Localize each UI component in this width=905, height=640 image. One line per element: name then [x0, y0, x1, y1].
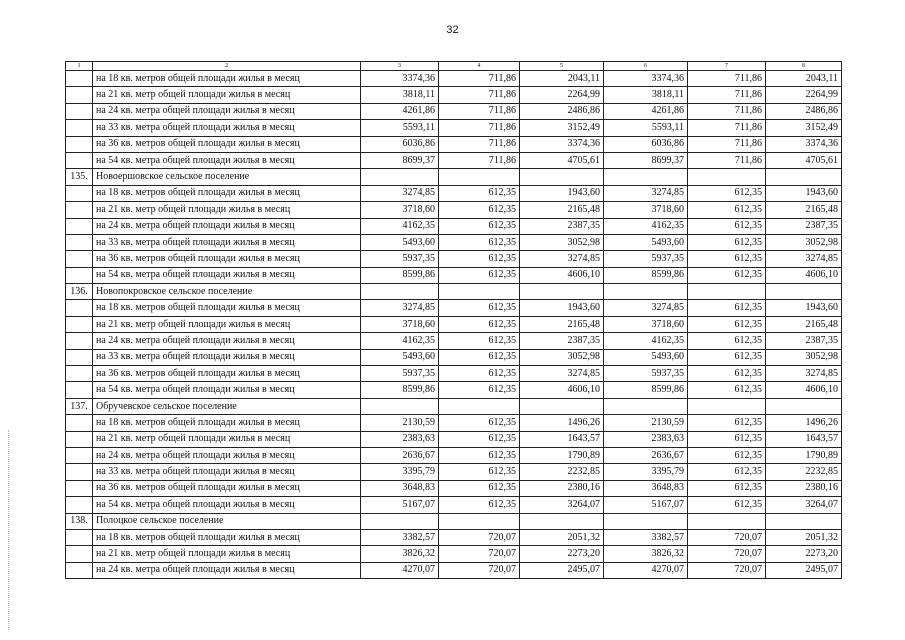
value-cell: 612,35: [439, 333, 520, 349]
value-cell: [361, 398, 439, 414]
norm-description: на 18 кв. метров общей площади жилья в месяц: [93, 529, 361, 545]
table-row: [66, 202, 842, 218]
value-cell: 612,35: [688, 480, 766, 496]
table-row: [66, 366, 842, 382]
value-cell: [688, 169, 766, 185]
value-cell: 612,35: [439, 366, 520, 382]
row-number: 138.: [66, 513, 93, 529]
value-cell: 612,35: [439, 185, 520, 201]
value-cell: [520, 398, 604, 414]
value-cell: 612,35: [439, 234, 520, 250]
value-cell: 4606,10: [520, 382, 604, 398]
table-row: [66, 251, 842, 267]
value-cell: [361, 169, 439, 185]
value-cell: 3382,57: [604, 529, 688, 545]
value-cell: [361, 284, 439, 300]
value-cell: 711,86: [688, 152, 766, 168]
value-cell: 612,35: [439, 382, 520, 398]
value-cell: 612,35: [688, 464, 766, 480]
row-number: [66, 87, 93, 103]
value-cell: 1943,60: [520, 300, 604, 316]
value-cell: 711,86: [688, 120, 766, 136]
value-cell: 4606,10: [766, 267, 842, 283]
value-cell: [520, 284, 604, 300]
table-row: [66, 300, 842, 316]
value-cell: 612,35: [439, 431, 520, 447]
norm-description: на 24 кв. метра общей площади жилья в месяц: [93, 447, 361, 463]
row-number: [66, 136, 93, 152]
value-cell: 612,35: [688, 267, 766, 283]
value-cell: 3274,85: [766, 251, 842, 267]
row-number: [66, 529, 93, 545]
value-cell: 2130,59: [604, 415, 688, 431]
value-cell: 5167,07: [361, 497, 439, 513]
value-cell: 5493,60: [604, 349, 688, 365]
value-cell: 711,86: [439, 136, 520, 152]
value-cell: 3274,85: [361, 300, 439, 316]
table-row: [66, 431, 842, 447]
row-number: [66, 415, 93, 431]
norm-description: на 36 кв. метров общей площади жилья в месяц: [93, 136, 361, 152]
norm-description: на 33 кв. метра общей площади жилья в месяц: [93, 349, 361, 365]
value-cell: 612,35: [439, 251, 520, 267]
value-cell: 2165,48: [766, 202, 842, 218]
value-cell: 2165,48: [766, 316, 842, 332]
value-cell: 3052,98: [766, 349, 842, 365]
value-cell: 3395,79: [361, 464, 439, 480]
value-cell: 612,35: [439, 202, 520, 218]
row-number: [66, 562, 93, 578]
value-cell: 3374,36: [766, 136, 842, 152]
value-cell: 2636,67: [604, 447, 688, 463]
value-cell: 612,35: [688, 316, 766, 332]
table-row: [66, 333, 842, 349]
value-cell: 612,35: [688, 497, 766, 513]
value-cell: [688, 284, 766, 300]
table-row: [66, 87, 842, 103]
value-cell: 612,35: [439, 415, 520, 431]
value-cell: 3052,98: [766, 234, 842, 250]
value-cell: 612,35: [439, 316, 520, 332]
value-cell: 8699,37: [604, 152, 688, 168]
value-cell: 1643,57: [766, 431, 842, 447]
value-cell: 4162,35: [604, 218, 688, 234]
column-header: 1: [66, 62, 93, 71]
value-cell: 2495,07: [766, 562, 842, 578]
value-cell: 2130,59: [361, 415, 439, 431]
value-cell: 711,86: [439, 103, 520, 119]
value-cell: 4261,86: [604, 103, 688, 119]
value-cell: 3718,60: [361, 202, 439, 218]
row-number: [66, 71, 93, 87]
value-cell: 8699,37: [361, 152, 439, 168]
value-cell: 5167,07: [604, 497, 688, 513]
settlement-name: Полоцкое сельское поселение: [93, 513, 361, 529]
column-header: 4: [439, 62, 520, 71]
row-number: 135.: [66, 169, 93, 185]
value-cell: 2387,35: [520, 218, 604, 234]
norm-description: на 24 кв. метра общей площади жилья в месяц: [93, 218, 361, 234]
table-row: [66, 529, 842, 545]
table-row: [66, 447, 842, 463]
value-cell: 4705,61: [520, 152, 604, 168]
norm-description: на 36 кв. метров общей площади жилья в месяц: [93, 251, 361, 267]
value-cell: 3718,60: [361, 316, 439, 332]
value-cell: 4261,86: [361, 103, 439, 119]
row-number: [66, 480, 93, 496]
table-row: [66, 382, 842, 398]
row-number: [66, 464, 93, 480]
value-cell: 612,35: [688, 349, 766, 365]
value-cell: 720,07: [688, 562, 766, 578]
value-cell: 612,35: [688, 251, 766, 267]
value-cell: [604, 284, 688, 300]
settlement-name: Новоершовское сельское поселение: [93, 169, 361, 185]
value-cell: 5937,35: [361, 251, 439, 267]
value-cell: 2165,48: [520, 202, 604, 218]
column-header: 8: [766, 62, 842, 71]
value-cell: 2380,16: [766, 480, 842, 496]
norm-description: на 54 кв. метра общей площади жилья в месяц: [93, 267, 361, 283]
table-row: [66, 316, 842, 332]
value-cell: [604, 513, 688, 529]
value-cell: 3274,85: [604, 300, 688, 316]
value-cell: [361, 513, 439, 529]
value-cell: 3264,07: [766, 497, 842, 513]
row-number: [66, 333, 93, 349]
value-cell: 3648,83: [604, 480, 688, 496]
value-cell: 3826,32: [604, 546, 688, 562]
value-cell: [520, 169, 604, 185]
value-cell: 711,86: [688, 136, 766, 152]
row-number: [66, 103, 93, 119]
value-cell: 1496,26: [766, 415, 842, 431]
value-cell: 3826,32: [361, 546, 439, 562]
value-cell: 612,35: [439, 480, 520, 496]
value-cell: [439, 513, 520, 529]
row-number: 136.: [66, 284, 93, 300]
value-cell: 3152,49: [766, 120, 842, 136]
value-cell: 612,35: [688, 202, 766, 218]
value-cell: 5593,11: [604, 120, 688, 136]
value-cell: 4270,07: [604, 562, 688, 578]
table-row: [66, 415, 842, 431]
value-cell: 612,35: [439, 497, 520, 513]
value-cell: 3274,85: [604, 185, 688, 201]
value-cell: [766, 169, 842, 185]
table-row: [66, 136, 842, 152]
group-row: [66, 284, 842, 300]
value-cell: 1943,60: [520, 185, 604, 201]
value-cell: 711,86: [688, 103, 766, 119]
row-number: [66, 366, 93, 382]
table-row: [66, 562, 842, 578]
value-cell: 1943,60: [766, 185, 842, 201]
value-cell: 3374,36: [361, 71, 439, 87]
row-number: [66, 447, 93, 463]
row-number: [66, 431, 93, 447]
value-cell: 5493,60: [361, 349, 439, 365]
value-cell: 612,35: [439, 218, 520, 234]
value-cell: 2051,32: [766, 529, 842, 545]
value-cell: 2232,85: [766, 464, 842, 480]
column-header: 2: [93, 62, 361, 71]
value-cell: 4705,61: [766, 152, 842, 168]
norm-description: на 21 кв. метр общей площади жилья в месяц: [93, 316, 361, 332]
value-cell: 3274,85: [520, 251, 604, 267]
row-number: [66, 316, 93, 332]
value-cell: 720,07: [439, 562, 520, 578]
table-row: [66, 480, 842, 496]
value-cell: 711,86: [688, 87, 766, 103]
settlement-name: Обручевское сельское поселение: [93, 398, 361, 414]
row-number: [66, 120, 93, 136]
value-cell: 3274,85: [361, 185, 439, 201]
value-cell: 2165,48: [520, 316, 604, 332]
value-cell: 711,86: [439, 87, 520, 103]
norm-description: на 21 кв. метр общей площади жилья в месяц: [93, 546, 361, 562]
value-cell: 612,35: [439, 300, 520, 316]
value-cell: [604, 169, 688, 185]
value-cell: 5937,35: [361, 366, 439, 382]
tariff-table: [65, 61, 842, 579]
row-number: [66, 382, 93, 398]
value-cell: 6036,86: [361, 136, 439, 152]
value-cell: 2486,86: [520, 103, 604, 119]
value-cell: [604, 398, 688, 414]
value-cell: 612,35: [439, 349, 520, 365]
row-number: [66, 349, 93, 365]
table-row: [66, 234, 842, 250]
value-cell: 1790,89: [520, 447, 604, 463]
column-header: 7: [688, 62, 766, 71]
value-cell: 612,35: [688, 382, 766, 398]
row-number: [66, 497, 93, 513]
value-cell: [439, 284, 520, 300]
table-row: [66, 185, 842, 201]
value-cell: 3818,11: [604, 87, 688, 103]
value-cell: 5937,35: [604, 366, 688, 382]
value-cell: 4270,07: [361, 562, 439, 578]
value-cell: [520, 513, 604, 529]
norm-description: на 24 кв. метра общей площади жилья в месяц: [93, 562, 361, 578]
norm-description: на 18 кв. метров общей площади жилья в месяц: [93, 71, 361, 87]
value-cell: 612,35: [439, 267, 520, 283]
row-number: [66, 251, 93, 267]
value-cell: 4606,10: [766, 382, 842, 398]
column-header: 5: [520, 62, 604, 71]
row-number: [66, 185, 93, 201]
page-number: 32: [446, 24, 459, 36]
row-number: [66, 234, 93, 250]
value-cell: 711,86: [439, 152, 520, 168]
table-row: [66, 464, 842, 480]
value-cell: 612,35: [688, 218, 766, 234]
row-number: [66, 218, 93, 234]
value-cell: 612,35: [439, 464, 520, 480]
value-cell: 1943,60: [766, 300, 842, 316]
norm-description: на 54 кв. метра общей площади жилья в месяц: [93, 497, 361, 513]
row-number: 137.: [66, 398, 93, 414]
value-cell: [439, 169, 520, 185]
value-cell: 2636,67: [361, 447, 439, 463]
norm-description: на 24 кв. метра общей площади жилья в месяц: [93, 333, 361, 349]
table-row: [66, 218, 842, 234]
value-cell: 612,35: [688, 415, 766, 431]
settlement-name: Новопокровское сельское поселение: [93, 284, 361, 300]
norm-description: на 21 кв. метр общей площади жилья в месяц: [93, 431, 361, 447]
norm-description: на 24 кв. метра общей площади жилья в месяц: [93, 103, 361, 119]
value-cell: 3052,98: [520, 234, 604, 250]
value-cell: 2486,86: [766, 103, 842, 119]
column-header: 3: [361, 62, 439, 71]
value-cell: 3818,11: [361, 87, 439, 103]
norm-description: на 18 кв. метров общей площади жилья в месяц: [93, 300, 361, 316]
value-cell: [688, 398, 766, 414]
value-cell: [688, 513, 766, 529]
value-cell: 711,86: [688, 71, 766, 87]
norm-description: на 36 кв. метров общей площади жилья в месяц: [93, 366, 361, 382]
value-cell: 5493,60: [361, 234, 439, 250]
norm-description: на 21 кв. метр общей площади жилья в месяц: [93, 87, 361, 103]
value-cell: 612,35: [688, 366, 766, 382]
value-cell: 2043,11: [520, 71, 604, 87]
norm-description: на 36 кв. метров общей площади жилья в месяц: [93, 480, 361, 496]
value-cell: [766, 513, 842, 529]
value-cell: 4162,35: [604, 333, 688, 349]
value-cell: 4606,10: [520, 267, 604, 283]
table-row: [66, 103, 842, 119]
value-cell: 4162,35: [361, 333, 439, 349]
value-cell: 2043,11: [766, 71, 842, 87]
value-cell: 612,35: [688, 333, 766, 349]
value-cell: 612,35: [688, 300, 766, 316]
value-cell: 2387,35: [766, 218, 842, 234]
value-cell: 3374,36: [604, 71, 688, 87]
value-cell: 3274,85: [766, 366, 842, 382]
value-cell: [766, 398, 842, 414]
norm-description: на 54 кв. метра общей площади жилья в месяц: [93, 152, 361, 168]
value-cell: 1496,26: [520, 415, 604, 431]
value-cell: 2387,35: [766, 333, 842, 349]
value-cell: 2051,32: [520, 529, 604, 545]
value-cell: 2264,99: [766, 87, 842, 103]
row-number: [66, 546, 93, 562]
table-row: [66, 120, 842, 136]
value-cell: [766, 284, 842, 300]
value-cell: 3382,57: [361, 529, 439, 545]
value-cell: 720,07: [688, 546, 766, 562]
value-cell: 8599,86: [604, 382, 688, 398]
value-cell: 5937,35: [604, 251, 688, 267]
value-cell: 2383,63: [361, 431, 439, 447]
value-cell: 2380,16: [520, 480, 604, 496]
value-cell: 8599,86: [361, 382, 439, 398]
table-row: [66, 497, 842, 513]
value-cell: 612,35: [439, 447, 520, 463]
value-cell: 3274,85: [520, 366, 604, 382]
row-number: [66, 300, 93, 316]
value-cell: 3718,60: [604, 202, 688, 218]
norm-description: на 33 кв. метра общей площади жилья в месяц: [93, 234, 361, 250]
table-row: [66, 546, 842, 562]
norm-description: на 54 кв. метра общей площади жилья в месяц: [93, 382, 361, 398]
norm-description: на 33 кв. метра общей площади жилья в месяц: [93, 120, 361, 136]
value-cell: 612,35: [688, 185, 766, 201]
value-cell: 1643,57: [520, 431, 604, 447]
norm-description: на 18 кв. метров общей площади жилья в месяц: [93, 415, 361, 431]
value-cell: 720,07: [439, 546, 520, 562]
value-cell: 612,35: [688, 447, 766, 463]
row-number: [66, 202, 93, 218]
group-row: [66, 513, 842, 529]
value-cell: [439, 398, 520, 414]
column-header: 6: [604, 62, 688, 71]
value-cell: 3152,49: [520, 120, 604, 136]
group-row: [66, 398, 842, 414]
value-cell: 720,07: [439, 529, 520, 545]
value-cell: 2273,20: [766, 546, 842, 562]
column-number-row: [66, 62, 842, 71]
value-cell: 3264,07: [520, 497, 604, 513]
value-cell: 6036,86: [604, 136, 688, 152]
value-cell: 3718,60: [604, 316, 688, 332]
row-number: [66, 152, 93, 168]
value-cell: 3648,83: [361, 480, 439, 496]
value-cell: 8599,86: [604, 267, 688, 283]
value-cell: 8599,86: [361, 267, 439, 283]
table-row: [66, 349, 842, 365]
value-cell: 720,07: [688, 529, 766, 545]
value-cell: 4162,35: [361, 218, 439, 234]
norm-description: на 18 кв. метров общей площади жилья в месяц: [93, 185, 361, 201]
value-cell: 3395,79: [604, 464, 688, 480]
value-cell: 711,86: [439, 71, 520, 87]
row-number: [66, 267, 93, 283]
value-cell: 1790,89: [766, 447, 842, 463]
value-cell: 612,35: [688, 234, 766, 250]
value-cell: 2264,99: [520, 87, 604, 103]
value-cell: 711,86: [439, 120, 520, 136]
value-cell: 2232,85: [520, 464, 604, 480]
value-cell: 2495,07: [520, 562, 604, 578]
norm-description: на 33 кв. метра общей площади жилья в месяц: [93, 464, 361, 480]
value-cell: 3052,98: [520, 349, 604, 365]
value-cell: 2387,35: [520, 333, 604, 349]
table-row: [66, 152, 842, 168]
value-cell: 5493,60: [604, 234, 688, 250]
norm-description: на 21 кв. метр общей площади жилья в месяц: [93, 202, 361, 218]
value-cell: 2273,20: [520, 546, 604, 562]
value-cell: 612,35: [688, 431, 766, 447]
value-cell: 5593,11: [361, 120, 439, 136]
scan-edge-marks: [8, 430, 10, 630]
table-body: [66, 71, 842, 579]
value-cell: 3374,36: [520, 136, 604, 152]
table-row: [66, 267, 842, 283]
table-row: [66, 71, 842, 87]
value-cell: 2383,63: [604, 431, 688, 447]
group-row: [66, 169, 842, 185]
